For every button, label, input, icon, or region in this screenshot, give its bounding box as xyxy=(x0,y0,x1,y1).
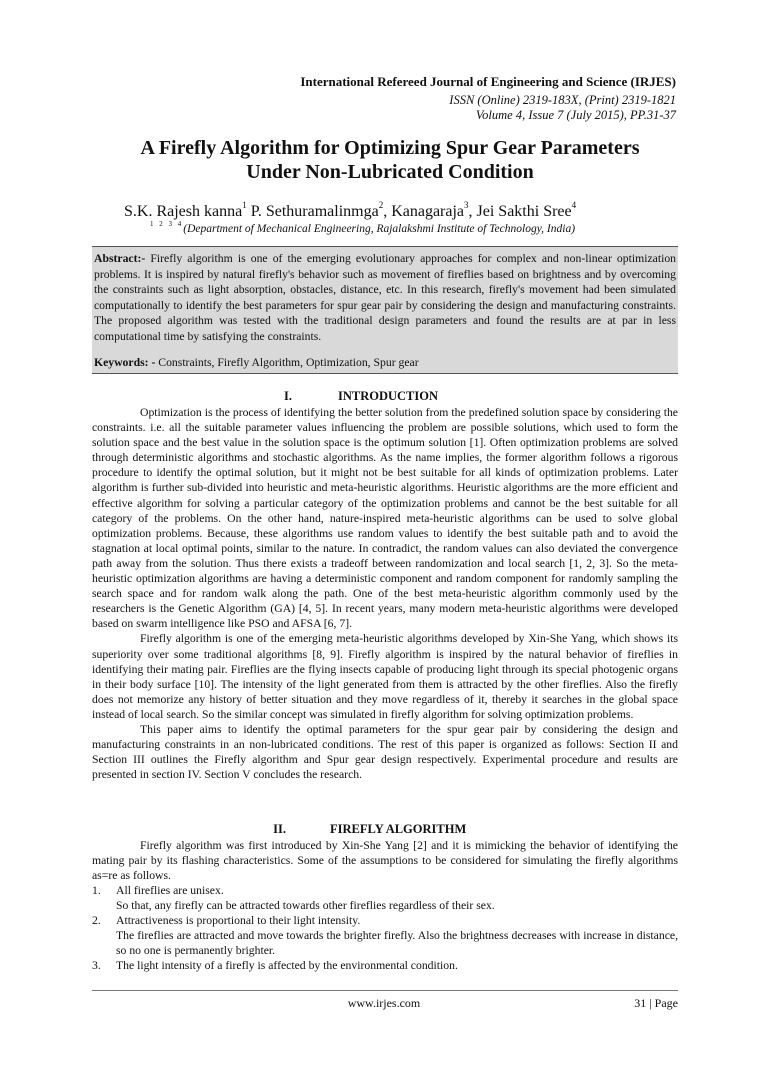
author-affiliation-mark: 2 xyxy=(378,200,384,210)
author-affiliation-mark: 3 xyxy=(464,200,469,210)
author-name: P. Sethuramalinmga xyxy=(246,203,379,220)
title-line-1: A Firefly Algorithm for Optimizing Spur Gear Parameters xyxy=(140,137,640,159)
assumptions-list xyxy=(92,883,678,974)
author-name: S.K. Rajesh kanna xyxy=(124,203,243,220)
author-list xyxy=(124,200,576,221)
list-number: 1. xyxy=(92,884,101,897)
list-item-detail: The fireflies are attracted and move towards the brighter firefly. Also the brightness decreases with increase in distance, so no one is permanently brighter. xyxy=(116,929,678,958)
section-number: I. xyxy=(284,389,292,403)
keywords-label: Keywords: - xyxy=(94,356,156,369)
abstract-box xyxy=(92,246,678,374)
title-line-2: Under Non-Lubricated Condition xyxy=(246,161,534,183)
list-item-detail: So that, any firefly can be attracted towards other fireflies regardless of their sex. xyxy=(116,899,495,913)
section-firefly-body xyxy=(92,838,678,883)
section-heading-introduction xyxy=(0,389,768,405)
list-item xyxy=(92,958,678,973)
affiliation-text: (Department of Mechanical Engineering, Rajalakshmi Institute of Technology, India) xyxy=(183,223,576,235)
author-name: , Kanagaraja xyxy=(383,203,465,220)
section-number: II. xyxy=(273,822,286,836)
list-item xyxy=(92,883,678,913)
footer-page-number: 31 | Page xyxy=(634,996,678,1010)
author-affiliation-mark: 1 xyxy=(242,200,247,210)
affiliation-marks: 1 2 3 4 xyxy=(150,220,184,228)
affiliation xyxy=(150,220,575,235)
journal-issn: ISSN (Online) 2319-183X, (Print) 2319-1821 xyxy=(449,93,676,107)
list-number: 3. xyxy=(92,959,101,973)
paragraph: Firefly algorithm is one of the emerging meta-heuristic algorithms developed by Xin-She Yang, which shows its superiority over some traditional algorithms [8, 9]. Firefly algorithm is inspired by the natural behavior of fireflies in identifying their mating pair. Fireflies are the flying insects capable of producing light through its special photogenic organs in their body surface [10]. The intensity of the light generated from them is attracted by the other fireflies. Also the firefly does not memorize any history of better situation and they move regardless of it, thereby it searches in the global space instead of local search. So the similar concept was simulated in firefly algorithm for solving optimization problems. xyxy=(92,632,678,721)
paragraph: This paper aims to identify the optimal parameters for the spur gear pair by considering the design and manufacturing constraints in an non-lubricated conditions. The rest of this paper is organized as follows: Section II and Section III outlines the Firefly algorithm and Spur gear design respectively. Experimental procedure and results are presented in section IV. Section V concludes the research. xyxy=(92,722,678,782)
paper-title xyxy=(90,136,690,184)
list-number: 2. xyxy=(92,914,101,928)
section-introduction-body xyxy=(92,405,678,782)
list-item-text: Attractiveness is proportional to their light intensity. xyxy=(116,914,361,928)
paragraph: Optimization is the process of identifying the better solution from the predefined solution space by considering the constraints. i.e. all the suitable parameter values influencing the problem are possible solutions, which used to form the solution space and the best value in the solution space is the optimum solution [1]. Often optimization problems are solved through deterministic algorithms and stochastic algorithms. As the name implies, the former algorithm follows a rigorous procedure to identify the optimal solution, but it might not be best suitable for all kinds of optimization problems. Later algorithm is further sub-divided into heuristic and meta-heuristic algorithms. Heuristic algorithms are the more efficient and effective algorithm for solving a particular category of the optimization problems and cannot be the best suitable for all category of the problems. On the other hand, nature-inspired meta-heuristic algorithms can be used to solve global optimization problems. Because, these algorithms use random values to identify the best suitable path and to avoid the stagnation at local optimal points, similar to the nature. In contradict, the random values can also deviated the convergence path away from the solution. Thus there exists a tradeoff between randomization and local search [1, 2, 3]. So the meta-heuristic optimization algorithms are having a deterministic component and random component for randomly sampling the search space and for random walk along the path. One of the best meta-heuristic algorithm commonly used by the researchers is the Genetic Algorithm (GA) [4, 5]. In recent years, many modern meta-heuristic algorithms were developed based on swarm intelligence like PSO and AFSA [6, 7]. xyxy=(92,406,678,631)
section-heading-firefly-algorithm xyxy=(0,822,768,838)
journal-volume: Volume 4, Issue 7 (July 2015), PP.31-37 xyxy=(475,108,676,122)
abstract-label: Abstract:- xyxy=(94,252,146,265)
section-title: INTRODUCTION xyxy=(338,389,439,403)
footer-url[interactable]: www.irjes.com xyxy=(347,996,421,1010)
author-name: , Jei Sakthi Sree xyxy=(468,203,572,220)
author-affiliation-mark: 4 xyxy=(571,200,577,210)
abstract-text: Firefly algorithm is one of the emerging evolutionary approaches for complex and non-linear optimization problems. It is inspired by natural firefly's behavior such as movement of fireflies based on brightness and by overcoming the constraints such as light absorption, obstacles, distance, etc. In this research, firefly's movement had been simulated computationally to identify the best parameters for spur gear pair by considering the design and manufacturing constraints. The proposed algorithm was tested with the traditional design parameters and found the results are at par in less computational time by satisfying the constraints. xyxy=(94,252,677,343)
list-item-text: All fireflies are unisex. xyxy=(116,884,224,897)
list-item xyxy=(92,913,678,958)
footer-divider xyxy=(92,990,678,991)
keywords-text: Constraints, Firefly Algorithm, Optimization, Spur gear xyxy=(158,356,419,369)
list-item-text: The light intensity of a firefly is affected by the environmental condition. xyxy=(116,959,458,973)
abstract xyxy=(94,251,676,345)
keywords xyxy=(94,355,676,370)
section-title: FIREFLY ALGORITHM xyxy=(330,822,467,836)
paragraph: Firefly algorithm was first introduced by Xin-She Yang [2] and it is mimicking the behavior of identifying the mating pair by its flashing characteristics. Some of the assumptions to be considered for simulating the firefly algorithms as=re as follows. xyxy=(92,839,678,883)
journal-name: International Refereed Journal of Engineering and Science (IRJES) xyxy=(300,74,676,89)
